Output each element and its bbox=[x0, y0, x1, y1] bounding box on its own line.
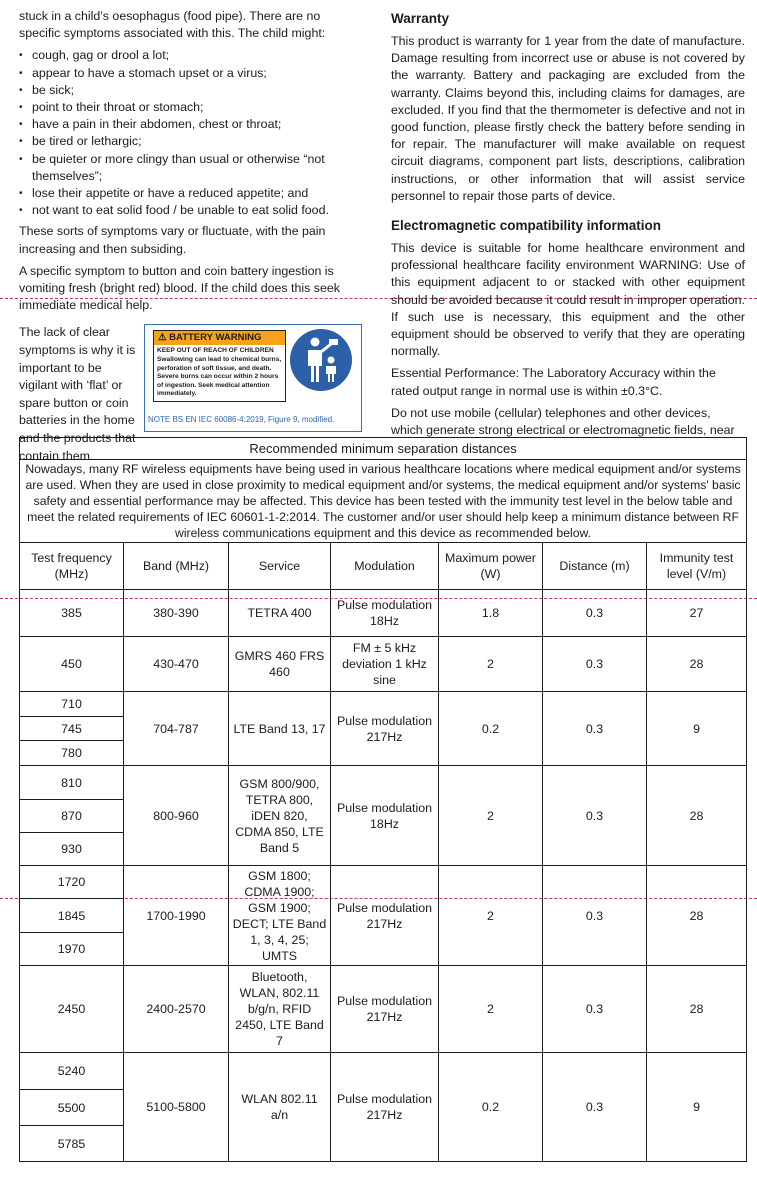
table-intro: Nowadays, many RF wireless equipments have being used in various healthcare locations where medical equipment and/or systems are used. When they are used in close proximity to medical equipment and/or systems, the medical equipment and/or systems' basic safety and essential performance may be affected. This device has been tested with the immunity test level in the below table and meet the related requirements of IEC 60601-1-2:2014. The customer and/or user should help keep a minimum distance between RF wireless communications equipment and this device as recommended below. bbox=[20, 460, 747, 543]
column-header: Distance (m) bbox=[543, 543, 647, 590]
table-row bbox=[20, 590, 747, 637]
modulation-cell: Pulse modulation 217Hz bbox=[331, 966, 439, 1053]
frequency-cell: 870 bbox=[20, 800, 124, 833]
vomiting-paragraph: A specific symptom to button and coin battery ingestion is vomiting fresh (bright red) blood. If the child does this seek immediate medical help. bbox=[19, 263, 340, 313]
frequency-cell: 780 bbox=[20, 741, 124, 766]
symptoms-vary-paragraph: These sorts of symptoms vary or fluctuate, with the pain increasing and then subsiding. bbox=[19, 224, 326, 256]
distance-cell: 0.3 bbox=[543, 590, 647, 637]
service-cell: GSM 1800; CDMA 1900; GSM 1900; DECT; LTE Band 1, 3, 4, 25; UMTS bbox=[229, 866, 331, 966]
symptom-item: • be sick; bbox=[19, 82, 362, 99]
symptom-item: • have a pain in their abdomen, chest or throat; bbox=[19, 116, 362, 133]
power-cell: 0.2 bbox=[439, 692, 543, 766]
service-cell: Bluetooth, WLAN, 802.11 b/g/n, RFID 2450, LTE Band 7 bbox=[229, 966, 331, 1053]
emc-title: Electromagnetic compatibility information bbox=[391, 218, 662, 234]
frequency-cell: 385 bbox=[20, 590, 124, 637]
service-cell: GMRS 460 FRS 460 bbox=[229, 637, 331, 692]
battery-warning-heading: ⚠ BATTERY WARNING bbox=[154, 331, 285, 345]
band-cell: 2400-2570 bbox=[124, 966, 229, 1053]
symptom-item: • point to their throat or stomach; bbox=[19, 99, 362, 116]
symptom-item: • be quieter or more clingy than usual or otherwise “not themselves”; bbox=[19, 151, 362, 185]
level-cell: 9 bbox=[647, 692, 747, 766]
table-row bbox=[20, 692, 747, 717]
symptom-item: • not want to eat solid food / be unable to eat solid food. bbox=[19, 202, 362, 219]
service-cell: TETRA 400 bbox=[229, 590, 331, 637]
essential-performance-text: Essential Performance: The Laboratory Accuracy within the rated output range in normal use is within ±0.3°C. bbox=[391, 366, 716, 398]
warranty-title: Warranty bbox=[391, 11, 450, 26]
frequency-cell: 710 bbox=[20, 692, 124, 717]
standard-note: NOTE BS EN IEC 60086-4:2019, Figure 9, modified. bbox=[148, 415, 335, 425]
frequency-cell: 5500 bbox=[20, 1090, 124, 1126]
distance-cell: 0.3 bbox=[543, 637, 647, 692]
distance-cell: 0.3 bbox=[543, 866, 647, 966]
table-row bbox=[20, 966, 747, 1053]
frequency-cell: 2450 bbox=[20, 966, 124, 1053]
service-cell: LTE Band 13, 17 bbox=[229, 692, 331, 766]
column-header: Test frequency (MHz) bbox=[20, 543, 124, 590]
symptoms-intro: stuck in a child’s oesophagus (food pipe). There are no specific symptoms associated with this. The child might: bbox=[19, 9, 326, 41]
level-cell: 28 bbox=[647, 866, 747, 966]
symptom-item: • be tired or lethargic; bbox=[19, 133, 362, 150]
modulation-cell: Pulse modulation 18Hz bbox=[331, 766, 439, 866]
power-cell: 2 bbox=[439, 866, 543, 966]
modulation-cell: Pulse modulation 217Hz bbox=[331, 866, 439, 966]
distance-cell: 0.3 bbox=[543, 692, 647, 766]
power-cell: 2 bbox=[439, 966, 543, 1053]
table-row bbox=[20, 1053, 747, 1090]
frequency-cell: 1720 bbox=[20, 866, 124, 899]
distance-cell: 0.3 bbox=[543, 766, 647, 866]
band-cell: 1700-1990 bbox=[124, 866, 229, 966]
vigilance-paragraph: The lack of clear symptoms is why it is important to be vigilant with ‘flat’ or spare button or coin batteries in the home and the products that contain them. bbox=[19, 325, 136, 463]
frequency-cell: 810 bbox=[20, 766, 124, 800]
table-title: Recommended minimum separation distances bbox=[20, 438, 747, 460]
column-header: Immunity test level (V/m) bbox=[647, 543, 747, 590]
battery-warning-text: KEEP OUT OF REACH OF CHILDREN Swallowing can lead to chemical burns, perforation of soft tissue, and death. Severe burns can occur within 2 hours of ingestion. Seek medical attention immediately. bbox=[157, 347, 282, 398]
left-column bbox=[19, 8, 362, 465]
right-column bbox=[391, 8, 745, 444]
band-cell: 5100-5800 bbox=[124, 1053, 229, 1162]
distance-cell: 0.3 bbox=[543, 1053, 647, 1162]
table-body bbox=[20, 590, 747, 1162]
service-cell: GSM 800/900, TETRA 800, iDEN 820, CDMA 850, LTE Band 5 bbox=[229, 766, 331, 866]
emc-text: This device is suitable for home healthcare environment and professional healthcare facility environment WARNING: Use of this equipment adjacent to or stacked with other equipment should be avoided because it could result in improper operation. If such use is necessary, this equipment and the other equipment should be observed to verify that they are operating normally. bbox=[391, 241, 745, 359]
table-row bbox=[20, 866, 747, 899]
column-header: Service bbox=[229, 543, 331, 590]
service-cell: WLAN 802.11 a/n bbox=[229, 1053, 331, 1162]
modulation-cell: Pulse modulation 217Hz bbox=[331, 692, 439, 766]
symptom-item: • lose their appetite or have a reduced appetite; and bbox=[19, 185, 362, 202]
column-header: Band (MHz) bbox=[124, 543, 229, 590]
power-cell: 0.2 bbox=[439, 1053, 543, 1162]
column-header: Modulation bbox=[331, 543, 439, 590]
frequency-cell: 1845 bbox=[20, 899, 124, 933]
battery-warning-box bbox=[144, 324, 362, 432]
frequency-cell: 5785 bbox=[20, 1126, 124, 1162]
level-cell: 27 bbox=[647, 590, 747, 637]
modulation-cell: FM ± 5 kHz deviation 1 kHz sine bbox=[331, 637, 439, 692]
symptom-item: • cough, gag or drool a lot; bbox=[19, 47, 362, 64]
frequency-cell: 5240 bbox=[20, 1053, 124, 1090]
mobile-phone-text: Do not use mobile (cellular) telephones and other devices, which generate strong electrical or electromagnetic fields, near bbox=[391, 405, 735, 438]
level-cell: 28 bbox=[647, 637, 747, 692]
column-header: Maximum power (W) bbox=[439, 543, 543, 590]
symptom-item: • appear to have a stomach upset or a virus; bbox=[19, 65, 362, 82]
table-row bbox=[20, 766, 747, 800]
table-header-row bbox=[20, 543, 747, 590]
separation-distance-table bbox=[19, 437, 747, 1162]
distance-cell: 0.3 bbox=[543, 966, 647, 1053]
level-cell: 28 bbox=[647, 766, 747, 866]
frequency-cell: 930 bbox=[20, 833, 124, 866]
frequency-cell: 450 bbox=[20, 637, 124, 692]
frequency-cell: 745 bbox=[20, 717, 124, 741]
level-cell: 28 bbox=[647, 966, 747, 1053]
band-cell: 430-470 bbox=[124, 637, 229, 692]
table-row bbox=[20, 637, 747, 692]
modulation-cell: Pulse modulation 18Hz bbox=[331, 590, 439, 637]
band-cell: 380-390 bbox=[124, 590, 229, 637]
frequency-cell: 1970 bbox=[20, 933, 124, 966]
keep-away-from-children-icon bbox=[289, 328, 353, 392]
modulation-cell: Pulse modulation 217Hz bbox=[331, 1053, 439, 1162]
band-cell: 704-787 bbox=[124, 692, 229, 766]
level-cell: 9 bbox=[647, 1053, 747, 1162]
band-cell: 800-960 bbox=[124, 766, 229, 866]
battery-warning-label bbox=[153, 330, 286, 402]
power-cell: 2 bbox=[439, 637, 543, 692]
warning-triangle-icon: ⚠ bbox=[158, 332, 167, 344]
symptom-list bbox=[19, 47, 362, 219]
power-cell: 1.8 bbox=[439, 590, 543, 637]
warranty-text: This product is warranty for 1 year from the date of manufacture. Damage resulting from incorrect use or abuse is not covered by the warranty. Battery and packaging are excluded from the warranty. Claims beyond this, including claims for damages, are excluded. If you find that the thermometer is defective and not in good function, please firstly check the battery before sending in for repair. The manufacturer will make available on request circuit diagrams, component part lists, descriptions, calibration instructions, or other information that will assist service personnel to repair those parts of device. bbox=[391, 34, 745, 203]
power-cell: 2 bbox=[439, 766, 543, 866]
